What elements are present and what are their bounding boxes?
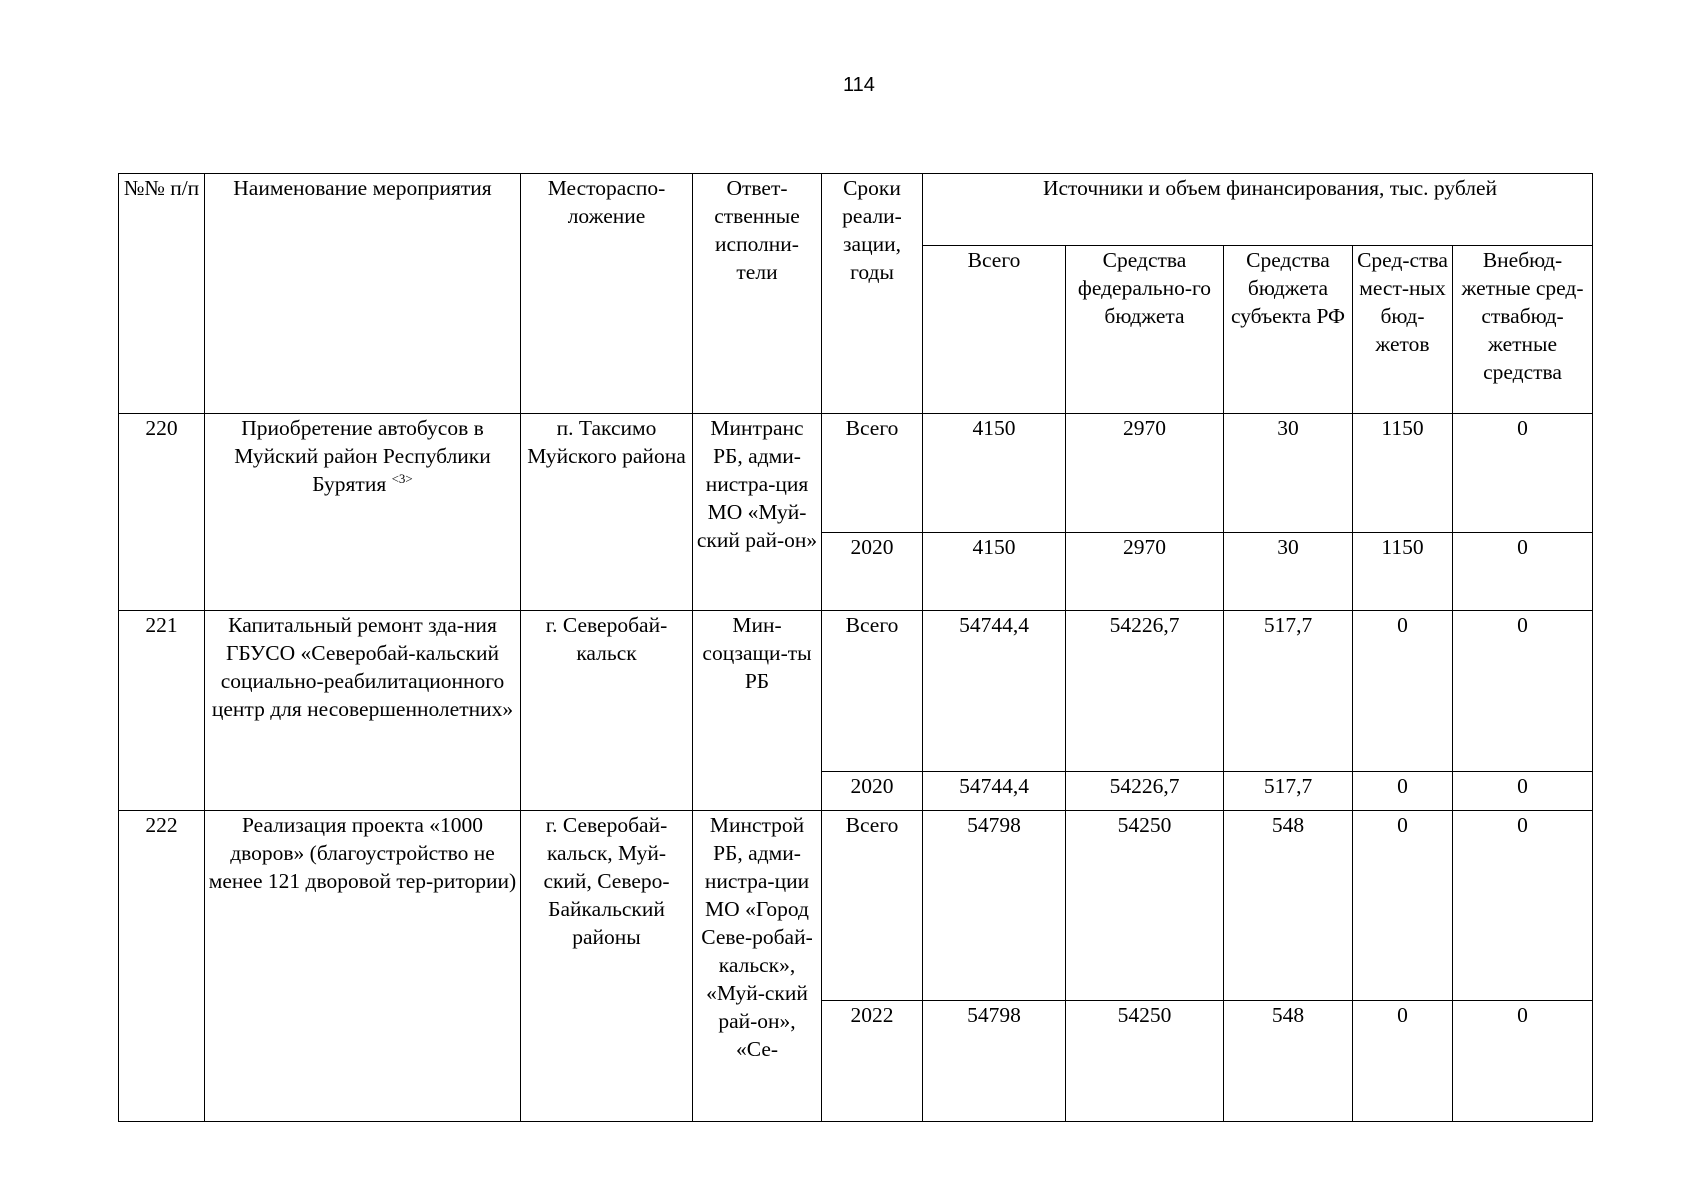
cell-extra: 0 xyxy=(1453,772,1593,811)
header-funding: Источники и объем финансирования, тыс. рублей xyxy=(923,174,1593,246)
cell-period: 2022 xyxy=(822,1001,923,1122)
cell-regional: 30 xyxy=(1224,414,1353,533)
cell-total: 54744,4 xyxy=(923,611,1066,772)
cell-federal: 54250 xyxy=(1066,1001,1224,1122)
cell-total: 54798 xyxy=(923,811,1066,1001)
row-responsible: Минтранс РБ, адми-нистра-ция МО «Муй-ский рай-он» xyxy=(693,414,822,611)
cell-local: 1150 xyxy=(1353,414,1453,533)
cell-local: 1150 xyxy=(1353,533,1453,611)
header-location: Местораспо-ложение xyxy=(521,174,693,414)
cell-local: 0 xyxy=(1353,1001,1453,1122)
row-name-text: Приобретение автобусов в Муйский район Республики Бурятия xyxy=(234,416,491,496)
header-total: Всего xyxy=(923,246,1066,414)
row-num: 221 xyxy=(119,611,205,811)
cell-regional: 548 xyxy=(1224,1001,1353,1122)
cell-federal: 2970 xyxy=(1066,414,1224,533)
cell-extra: 0 xyxy=(1453,414,1593,533)
table-row xyxy=(119,811,1593,1001)
row-name: Реализация проекта «1000 дворов» (благоустройство не менее 121 дворовой тер-ритории) xyxy=(205,811,521,1122)
cell-local: 0 xyxy=(1353,611,1453,772)
cell-total: 4150 xyxy=(923,414,1066,533)
cell-regional: 30 xyxy=(1224,533,1353,611)
funding-table xyxy=(118,173,1593,1122)
header-local: Сред-ства мест-ных бюд-жетов xyxy=(1353,246,1453,414)
row-location: г. Северобай-кальск xyxy=(521,611,693,811)
cell-period: 2020 xyxy=(822,533,923,611)
row-location: п. Таксимо Муйского района xyxy=(521,414,693,611)
row-location: г. Северобай-кальск, Муй-ский, Северо-Байкальский районы xyxy=(521,811,693,1122)
cell-federal: 54250 xyxy=(1066,811,1224,1001)
header-period: Сроки реали-зации, годы xyxy=(822,174,923,414)
page-number: 114 xyxy=(843,74,875,96)
cell-total: 4150 xyxy=(923,533,1066,611)
cell-extra: 0 xyxy=(1453,811,1593,1001)
row-responsible: Мин-соцзащи-ты РБ xyxy=(693,611,822,811)
cell-period: Всего xyxy=(822,611,923,772)
cell-extra: 0 xyxy=(1453,533,1593,611)
cell-period: Всего xyxy=(822,414,923,533)
cell-total: 54798 xyxy=(923,1001,1066,1122)
cell-period: 2020 xyxy=(822,772,923,811)
header-name: Наименование мероприятия xyxy=(205,174,521,414)
cell-period: Всего xyxy=(822,811,923,1001)
cell-regional: 548 xyxy=(1224,811,1353,1001)
cell-extra: 0 xyxy=(1453,1001,1593,1122)
cell-regional: 517,7 xyxy=(1224,772,1353,811)
header-federal: Средства федерально-го бюджета xyxy=(1066,246,1224,414)
header-responsible: Ответ-ственные исполни-тели xyxy=(693,174,822,414)
cell-regional: 517,7 xyxy=(1224,611,1353,772)
header-extra: Внебюд-жетные сред-ствабюд-жетные средства xyxy=(1453,246,1593,414)
cell-local: 0 xyxy=(1353,772,1453,811)
cell-federal: 54226,7 xyxy=(1066,772,1224,811)
cell-federal: 54226,7 xyxy=(1066,611,1224,772)
row-name: Капитальный ремонт зда-ния ГБУСО «Северобай-кальский социально-реабилитационного центр для несовершеннолетних» xyxy=(205,611,521,811)
cell-extra: 0 xyxy=(1453,611,1593,772)
row-num: 220 xyxy=(119,414,205,611)
footnote-mark: <3> xyxy=(391,470,413,486)
header-regional: Средства бюджета субъекта РФ xyxy=(1224,246,1353,414)
cell-local: 0 xyxy=(1353,811,1453,1001)
cell-total: 54744,4 xyxy=(923,772,1066,811)
table-row xyxy=(119,611,1593,772)
row-num: 222 xyxy=(119,811,205,1122)
table-row xyxy=(119,414,1593,533)
cell-federal: 2970 xyxy=(1066,533,1224,611)
row-name xyxy=(205,414,521,611)
header-num: №№ п/п xyxy=(119,174,205,414)
row-responsible: Минстрой РБ, адми-нистра-ции МО «Город Севе-робай-кальск», «Муй-ский рай-он», «Се- xyxy=(693,811,822,1122)
header-row-1 xyxy=(119,174,1593,246)
